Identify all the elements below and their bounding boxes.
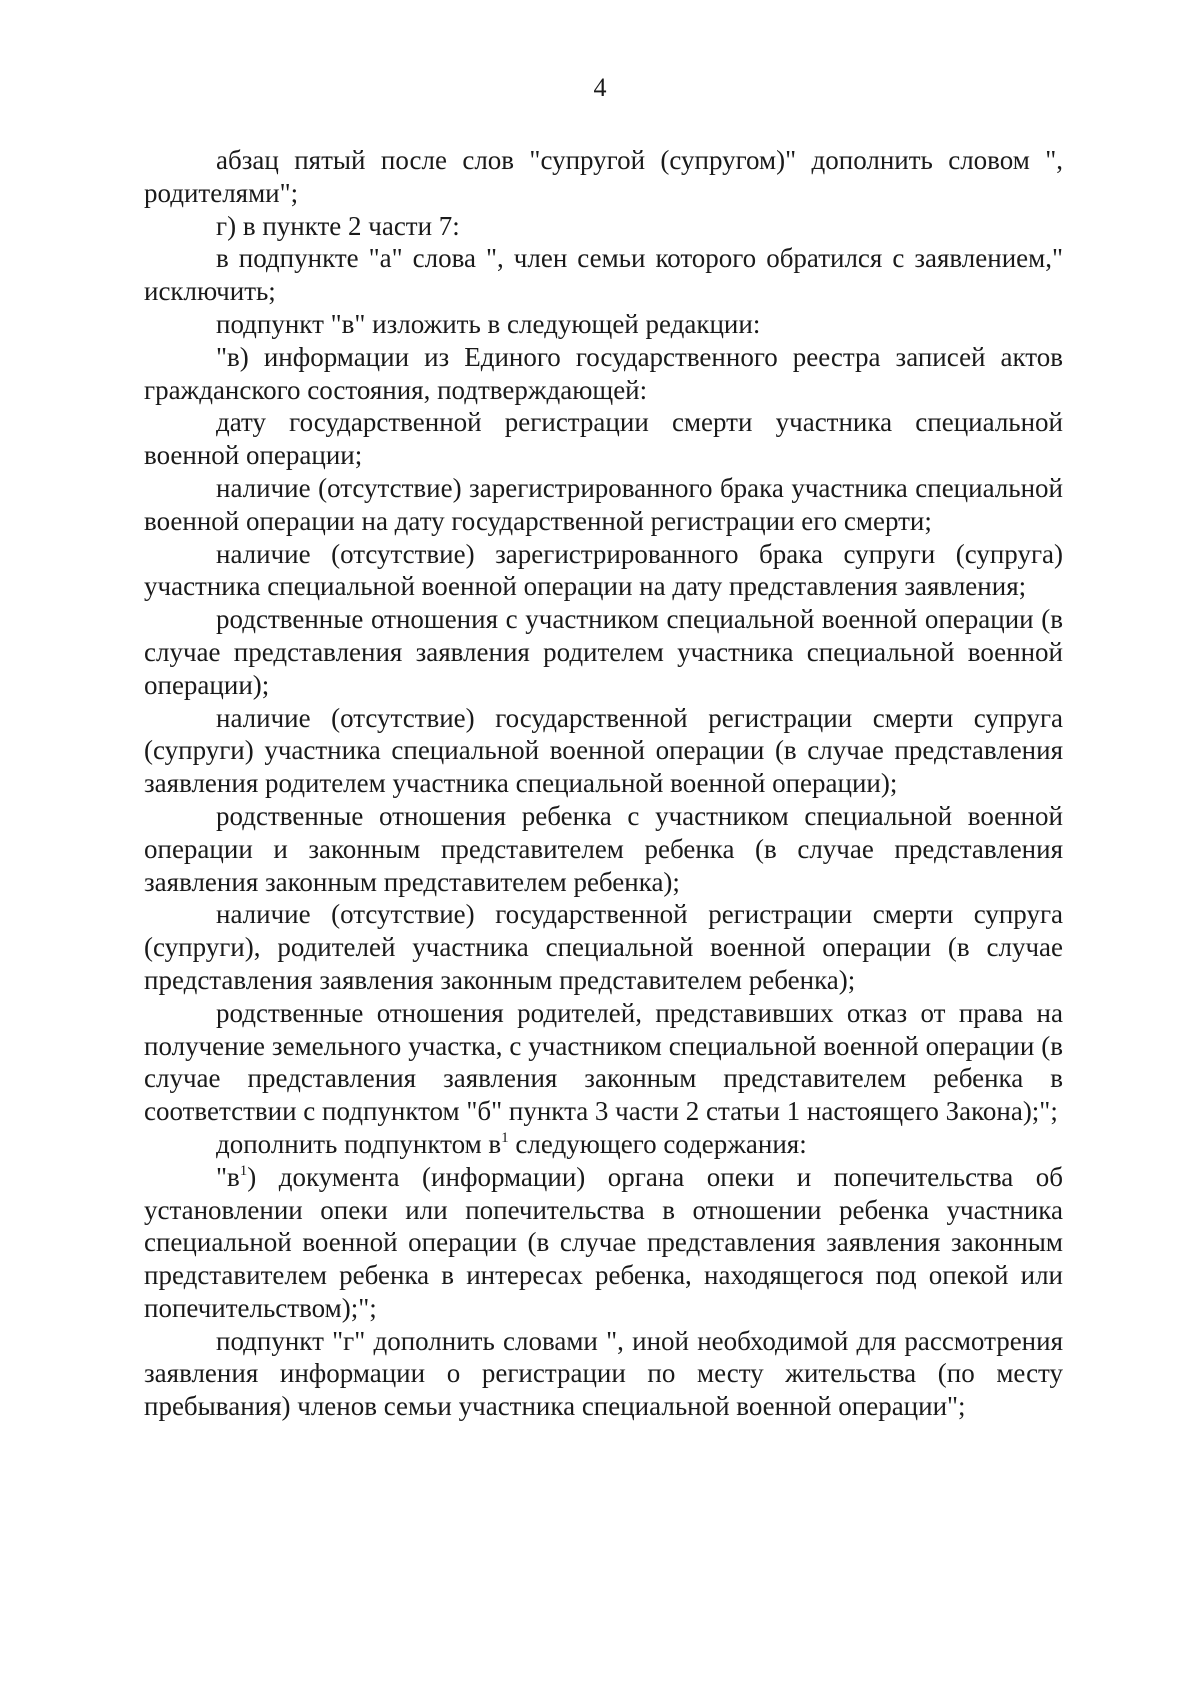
superscript: 1 (501, 1129, 509, 1146)
paragraph: родственные отношения ребенка с участником специальной военной операции и законным представителем ребенка (в случае представления заявления законным представителем ребенка); (144, 800, 1063, 897)
paragraph: в подпункте "а" слова ", член семьи которого обратился с заявлением," исключить; (144, 243, 1063, 307)
paragraph: родственные отношения с участником специальной военной операции (в случае представления заявления родителем участника специальной военной операции); (144, 604, 1063, 700)
paragraph: наличие (отсутствие) государственной регистрации смерти супруга (супруги), родителей участника специальной военной операции (в случае представления заявления законным представителем ребенка); (144, 899, 1063, 995)
paragraph: наличие (отсутствие) зарегистрированного брака участника специальной военной операции на дату государственной регистрации его смерти; (144, 472, 1063, 536)
paragraph-text: "в (216, 1161, 240, 1192)
document-body (144, 144, 1063, 1423)
paragraph: подпункт "г" дополнить словами ", иной необходимой для рассмотрения заявления информации о регистрации по месту жительства (по месту пребывания) членов семьи участника специальной военной операции"; (144, 1325, 1063, 1422)
paragraph: дату государственной регистрации смерти участника специальной военной операции; (144, 407, 1063, 471)
paragraph-with-superscript (144, 1161, 1063, 1325)
paragraph: г) в пункте 2 части 7: (216, 210, 460, 241)
paragraph: наличие (отсутствие) государственной регистрации смерти супруга (супруги) участника специальной военной операции (в случае представления заявления родителем участника специальной военной операции); (144, 702, 1063, 799)
paragraph-with-superscript (144, 1128, 1063, 1161)
paragraph: абзац пятый после слов "супругой (супругом)" дополнить словом ", родителями"; (144, 145, 1063, 208)
paragraph: родственные отношения родителей, представивших отказ от права на получение земельного участка, с участником специальной военной операции (в случае представления заявления законным представителем ребенка в соответствии с подпунктом "б" пункта 3 части 2 статьи 1 настоящего Закона);"; (144, 997, 1063, 1127)
paragraph: подпункт "в" изложить в следующей редакции: (216, 308, 761, 339)
paragraph-text: ) документа (информации) органа опеки и попечительства об установлении опеки или попечительства в отношении ребенка участника специальной военной операции (в случае представления заявления законным представителем ребенка в интересах ребенка, находящегося под опекой или попечительством);"; (144, 1161, 1063, 1323)
paragraph-text: дополнить подпунктом в (216, 1128, 502, 1159)
paragraph-text: следующего содержания: (508, 1128, 807, 1159)
paragraph: наличие (отсутствие) зарегистрированного брака супруги (супруга) участника специальной военной операции на дату представления заявления; (144, 538, 1063, 602)
superscript: 1 (239, 1162, 248, 1179)
paragraph: "в) информации из Единого государственного реестра записей актов гражданского состояния, подтверждающей: (144, 341, 1063, 405)
page-number: 4 (593, 73, 607, 102)
